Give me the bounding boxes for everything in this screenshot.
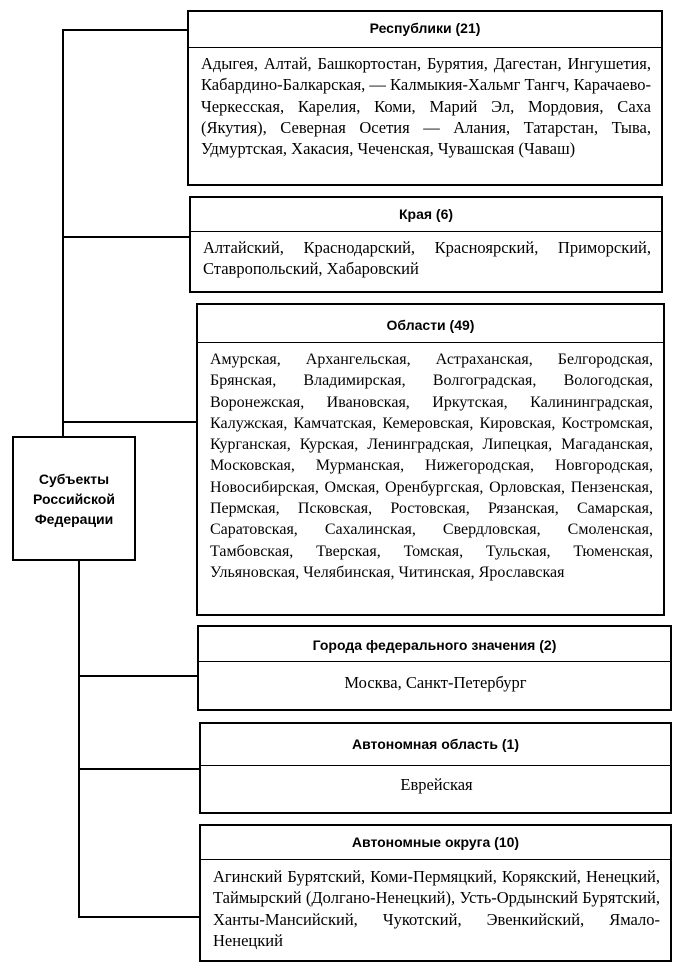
connector-branch-6 xyxy=(78,916,200,918)
category-title: Автономные округа (10) xyxy=(201,826,670,860)
category-box-federal-cities xyxy=(197,625,672,711)
category-title: Города федерального значения (2) xyxy=(199,627,670,662)
connector-root-top xyxy=(62,29,64,438)
connector-branch-4 xyxy=(78,675,198,677)
category-box-autonomous-okrugs xyxy=(199,824,672,962)
category-title: Республики (21) xyxy=(189,12,661,48)
root-line-1: Субъекты xyxy=(38,470,110,487)
category-body: Адыгея, Алтай, Башкортостан, Бурятия, Дагестан, Ингушетия, Кабардино-Балкарская, — Калмыкия-Хальмг Тангч, Карачаево-Черкесская, Карелия, Коми, Марий Эл, Мордовия, Саха (Якутия), Северная Осетия — Алания, Татарстан, Тыва, Удмуртская, Хакасия, Чеченская, Чувашская (Чаваш) xyxy=(201,54,652,159)
category-box-krais xyxy=(189,196,663,293)
category-body: Москва, Санкт-Петербург xyxy=(344,673,527,692)
connector-branch-1 xyxy=(62,29,188,31)
category-body: Алтайский, Краснодарский, Красноярский, Приморский, Ставропольский, Хабаровский xyxy=(203,238,651,279)
connector-branch-5 xyxy=(78,768,200,770)
category-title: Области (49) xyxy=(198,305,663,343)
category-body: Еврейская xyxy=(400,775,473,794)
root-line-2: Российской xyxy=(33,490,115,507)
root-box-subjects-rf xyxy=(12,436,136,561)
category-box-republics xyxy=(187,10,663,186)
connector-root-bottom xyxy=(78,560,80,918)
category-box-autonomous-oblast xyxy=(199,722,672,814)
connector-branch-2 xyxy=(62,236,190,238)
category-title: Автономная область (1) xyxy=(201,724,670,766)
category-title: Края (6) xyxy=(191,198,661,232)
root-line-3: Федерации xyxy=(34,510,114,527)
category-body: Амурская, Архангельская, Астраханская, Белгородская, Брянская, Владимирская, Волгоградская, Вологодская, Воронежская, Ивановская, Иркутская, Калининградская, Калужская, Камчатская, Кемеровская, Кировская, Костромская, Курганская, Курская, Ленинградская, Липецкая, Магаданская, Московская, Мурманская, Нижегородская, Новгородская, Новосибирская, Омская, Оренбургская, Орловская, Пензенская, Пермская, Псковская, Ростовская, Рязанская, Самарская, Саратовская, Сахалинская, Свердловская, Смоленская, Тамбовская, Тверская, Томская, Тульская, Тюменская, Ульяновская, Челябинская, Читинская, Ярославская xyxy=(210,351,653,581)
category-box-oblasts xyxy=(196,303,665,616)
category-body: Агинский Бурятский, Коми-Пермяцкий, Корякский, Ненецкий, Таймырский (Долгано-Ненецкий), Усть-Ордынский Бурятский, Ханты-Мансийский, Чукотский, Эвенкийский, Ямало-Ненецкий xyxy=(213,867,660,950)
connector-branch-3 xyxy=(62,421,197,423)
